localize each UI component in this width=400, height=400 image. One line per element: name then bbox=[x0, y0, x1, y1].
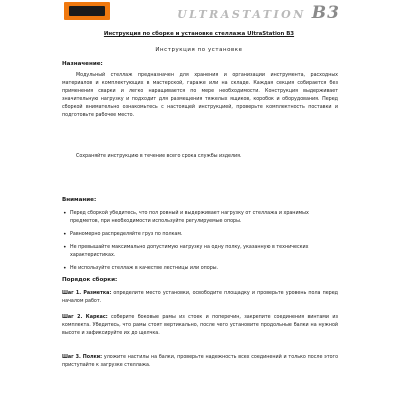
assembly-step-text: уложите настилы на балки, проверьте надежность всех соединений и только после этого приступайте к загрузке стеллажа. bbox=[62, 355, 339, 368]
bullet-icon: • bbox=[63, 244, 67, 251]
intro-heading: Назначение: bbox=[62, 61, 103, 67]
intro-note: Сохраняйте инструкцию в течение всего срока службы изделия. bbox=[76, 154, 242, 159]
assembly-paragraph bbox=[62, 314, 338, 338]
bullet-icon: • bbox=[63, 265, 67, 272]
intro-paragraph: Модульный стеллаж предназначен для хранения и организации инструмента, расходных материалов и комплектующих в мастерской, гараже или на складе. Каждая секция собирается без применения сварки и легко наращивается по мере необходимости. Конструкция выдерживает значительную нагрузку и подходит для размещения тяжелых ящиков, коробок и оборудования. Перед сборкой внимательно ознакомьтесь с настоящей инструкцией, проверьте комплектность поставки и подготовьте рабочее место. bbox=[62, 73, 338, 118]
assembly-step-text: определите место установки, освободите площадку и проверьте уровень пола перед началом работ. bbox=[62, 291, 338, 304]
list-item-text: Не превышайте максимально допустимую нагрузку на одну полку, указанную в технических характеристиках. bbox=[70, 245, 309, 258]
bullet-icon: • bbox=[63, 231, 67, 238]
warnings-list bbox=[62, 210, 338, 278]
document-title: Инструкция по сборке и установке стеллажа UltraStation B3 bbox=[103, 31, 295, 37]
brand-logo-mark bbox=[69, 6, 105, 16]
assembly-heading: Порядок сборки: bbox=[62, 277, 118, 283]
assembly-step-label: Шаг 3. Полки: bbox=[62, 355, 103, 360]
assembly-step-label: Шаг 2. Каркас: bbox=[62, 315, 108, 320]
document-subtitle: Инструкция по установке bbox=[155, 47, 243, 53]
brand-title bbox=[172, 3, 340, 21]
assembly-step-text: соберите боковые рамы из стоек и поперечин, закрепите соединения винтами из комплекта. Убедитесь, что рамы стоят вертикально, после чего установите продольные балки на нужной высоте и зафиксируйте их до щелчка. bbox=[62, 315, 339, 336]
list-item bbox=[62, 265, 338, 273]
assembly-paragraph bbox=[62, 354, 338, 370]
list-item-text: Не используйте стеллаж в качестве лестницы или опоры. bbox=[70, 266, 219, 271]
list-item bbox=[62, 210, 338, 226]
list-item-text: Равномерно распределяйте груз по полкам. bbox=[70, 232, 183, 237]
assembly-paragraph bbox=[62, 290, 338, 306]
assembly-step-label: Шаг 1. Разметка: bbox=[62, 291, 112, 296]
brand-name: ULTRASTATION bbox=[177, 8, 306, 21]
brand-model: B3 bbox=[311, 3, 340, 23]
list-item bbox=[62, 231, 338, 239]
warnings-heading: Внимание: bbox=[62, 197, 97, 203]
brand-logo bbox=[64, 2, 110, 20]
bullet-icon: • bbox=[63, 210, 67, 217]
list-item bbox=[62, 244, 338, 260]
list-item-text: Перед сборкой убедитесь, что пол ровный и выдерживает нагрузку от стеллажа и хранимых предметов, при необходимости используйте регулируемые опоры. bbox=[70, 211, 309, 224]
